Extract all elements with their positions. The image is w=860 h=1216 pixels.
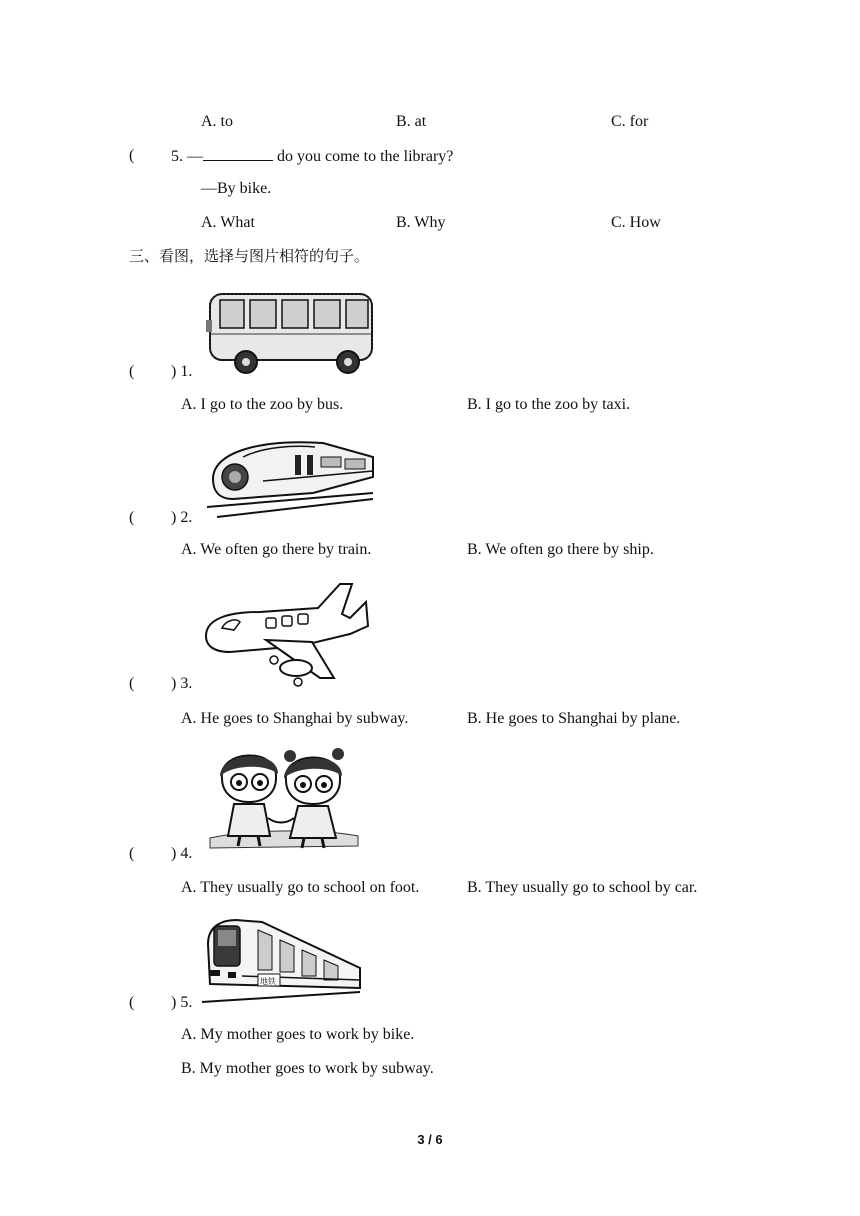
- page-number: 3 / 6: [417, 1132, 443, 1147]
- item2-option-a: A. We often go there by train.: [181, 541, 372, 558]
- q5-option-a: A. What: [201, 214, 255, 231]
- q5-option-b: B. Why: [396, 214, 446, 231]
- subway-sign-label: 地铁: [260, 977, 276, 986]
- children-walking-icon: [206, 742, 362, 854]
- item2-option-b: B. We often go there by ship.: [467, 541, 654, 558]
- item4-option-a: A. They usually go to school on foot.: [181, 879, 420, 896]
- item1-option-a: A. I go to the zoo by bus.: [181, 396, 344, 413]
- q5-blank: [203, 146, 273, 161]
- item5-option-b: B. My mother goes to work by subway.: [181, 1060, 434, 1077]
- item3-option-a: A. He goes to Shanghai by subway.: [181, 710, 409, 727]
- q5-option-c: C. How: [611, 214, 661, 231]
- item5-option-a: A. My mother goes to work by bike.: [181, 1026, 415, 1043]
- q4-option-c: C. for: [611, 113, 649, 130]
- q4-option-b: B. at: [396, 113, 427, 130]
- item5-number: ) 5.: [171, 994, 193, 1011]
- train-icon: [203, 433, 379, 523]
- item3-option-b: B. He goes to Shanghai by plane.: [467, 710, 681, 727]
- item2-answer-paren: (: [129, 509, 135, 526]
- q5-stem-start: 5. —: [171, 148, 203, 165]
- q4-option-a: A. to: [201, 113, 233, 130]
- plane-icon: [200, 578, 372, 688]
- q5-answer-paren: (: [129, 147, 135, 164]
- q5-stem-end: do you come to the library?: [273, 148, 454, 165]
- item3-answer-paren: (: [129, 675, 135, 692]
- q5-answer-line: —By bike.: [201, 180, 272, 197]
- subway-train-icon: [202, 914, 364, 1006]
- item4-answer-paren: (: [129, 845, 135, 862]
- section3-heading: 三、看图，选择与图片相符的句子。: [129, 247, 370, 265]
- item2-number: ) 2.: [171, 509, 193, 526]
- item4-option-b: B. They usually go to school by car.: [467, 879, 698, 896]
- item1-answer-paren: (: [129, 363, 135, 380]
- item5-answer-paren: (: [129, 994, 135, 1011]
- item1-number: ) 1.: [171, 363, 193, 380]
- item1-option-b: B. I go to the zoo by taxi.: [467, 396, 631, 413]
- item4-number: ) 4.: [171, 845, 193, 862]
- bus-icon: [206, 290, 376, 374]
- q5-stem: [171, 146, 453, 167]
- item3-number: ) 3.: [171, 675, 193, 692]
